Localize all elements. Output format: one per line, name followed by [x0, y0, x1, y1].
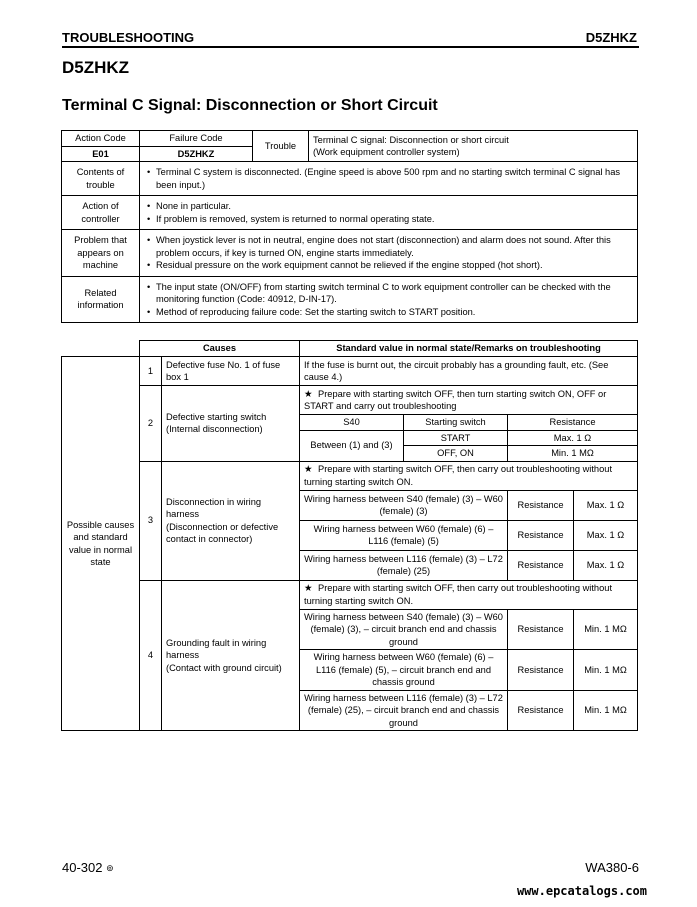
cause-description	[162, 461, 300, 580]
cause-description	[162, 386, 300, 462]
cause-description	[162, 580, 300, 731]
measurement-value: Min. 1 MΩ	[574, 650, 638, 691]
info-bullet: • Terminal C system is disconnected. (Engine speed is above 500 rpm and no starting switch terminal C signal has been input.)	[156, 166, 631, 191]
resistance-header: Resistance	[508, 415, 638, 431]
info-bullet: • When joystick lever is not in neutral, engine does not start (disconnection) and alarm does not sound. After this problem occurs, if key is turned ON, engine starts immediately.	[156, 234, 631, 259]
info-row-label: Related information	[62, 276, 140, 323]
harness-description: Wiring harness between L116 (female) (3) – L72 (female) (25)	[300, 550, 508, 580]
cause-3-note-row	[62, 461, 638, 490]
header-section-title: TROUBLESHOOTING	[62, 30, 195, 45]
switch-position: OFF, ON	[404, 446, 508, 462]
info-row-label: Action of controller	[62, 196, 140, 230]
star-icon: ★	[304, 464, 313, 474]
cause-description-line: Defective starting switch	[166, 411, 267, 422]
section-title: Terminal C Signal: Disconnection or Short Circuit	[62, 97, 438, 114]
harness-description: Wiring harness between S40 (female) (3) – W60 (female) (3), – circuit branch end and chassis ground	[300, 609, 508, 650]
info-bullet: • The input state (ON/OFF) from starting switch terminal C to work equipment controller can be checked with the monitoring function (Code: 40912, D-IN-17).	[156, 281, 631, 306]
troubleshooting-note	[300, 386, 638, 415]
model-name: WA380-6	[585, 860, 639, 875]
measurement-type: Resistance	[508, 550, 574, 580]
between-pins: Between (1) and (3)	[300, 430, 404, 461]
page-number	[62, 860, 114, 875]
measurement-value: Min. 1 MΩ	[574, 609, 638, 650]
cause-description-line: (Internal disconnection)	[166, 424, 263, 435]
cause-description-line: (Disconnection or defective contact in connector)	[166, 521, 279, 544]
causes-header-row	[62, 341, 638, 357]
harness-description: Wiring harness between W60 (female) (6) – L116 (female) (5), – circuit branch end and chassis ground	[300, 650, 508, 691]
cause-2-note-row	[62, 386, 638, 415]
measurement-type: Resistance	[508, 490, 574, 520]
trouble-text-line-1: Terminal C signal: Disconnection or short circuit	[313, 134, 509, 145]
measurement-type: Resistance	[508, 690, 574, 731]
info-header-row	[62, 131, 638, 147]
cause-number: 4	[140, 580, 162, 731]
troubleshooting-note	[300, 580, 638, 609]
cause-number: 3	[140, 461, 162, 580]
info-row-label: Problem that appears on machine	[62, 230, 140, 277]
measurement-value: Min. 1 MΩ	[574, 690, 638, 731]
info-bullet: • If problem is removed, system is returned to normal operating state.	[156, 213, 631, 226]
failure-code-value: D5ZHKZ	[140, 146, 253, 162]
measurement-value: Max. 1 Ω	[574, 490, 638, 520]
header-failure-code: D5ZHKZ	[585, 30, 637, 45]
trouble-description	[309, 131, 638, 162]
harness-description: Wiring harness between L116 (female) (3) – L72 (female) (25), – circuit branch end and chassis ground	[300, 690, 508, 731]
note-text: Prepare with starting switch OFF, then turn starting switch ON, OFF or START and carry out troubleshooting	[304, 388, 607, 411]
trouble-label: Trouble	[253, 131, 309, 162]
cause-number: 2	[140, 386, 162, 462]
measurement-type: Resistance	[508, 520, 574, 550]
resistance-value: Max. 1 Ω	[508, 430, 638, 446]
cause-description: Defective fuse No. 1 of fuse box 1	[162, 357, 300, 386]
cause-1-row	[62, 357, 638, 386]
action-code-label: Action Code	[62, 131, 140, 147]
info-bullet: • None in particular.	[156, 200, 631, 213]
failure-code-label: Failure Code	[140, 131, 253, 147]
standard-value-column-header: Standard value in normal state/Remarks on troubleshooting	[300, 341, 638, 357]
possible-causes-side-label: Possible causes and standard value in normal state	[62, 357, 140, 731]
failure-code-heading: D5ZHKZ	[62, 58, 130, 77]
info-bullet: • Method of reproducing failure code: Set the starting switch to START position.	[156, 306, 631, 319]
action-code-value: E01	[62, 146, 140, 162]
note-text: Prepare with starting switch OFF, then carry out troubleshooting without turning starting switch ON.	[304, 464, 613, 487]
info-row-problem	[62, 230, 638, 277]
star-icon: ★	[304, 388, 313, 399]
causes-table	[61, 340, 638, 731]
header-divider	[62, 46, 639, 48]
info-row-action	[62, 196, 638, 230]
page-number-text: 40-302	[62, 860, 103, 875]
cause-description-line: (Contact with ground circuit)	[166, 662, 282, 673]
info-bullet: • Residual pressure on the work equipment cannot be relieved if the engine stopped (hot short).	[156, 259, 631, 272]
harness-description: Wiring harness between S40 (female) (3) – W60 (female) (3)	[300, 490, 508, 520]
note-text: Prepare with starting switch OFF, then carry out troubleshooting without turning starting switch ON.	[304, 583, 613, 606]
measurement-value: Max. 1 Ω	[574, 520, 638, 550]
watermark-link[interactable]: www.epcatalogs.com	[516, 884, 647, 898]
resistance-value: Min. 1 MΩ	[508, 446, 638, 462]
cause-number: 1	[140, 357, 162, 386]
switch-position: START	[404, 430, 508, 446]
failure-info-table	[61, 130, 638, 323]
cause-remark: If the fuse is burnt out, the circuit probably has a grounding fault, etc. (See cause 4.)	[300, 357, 638, 386]
harness-description: Wiring harness between W60 (female) (6) – L116 (female) (5)	[300, 520, 508, 550]
trouble-text-line-2: (Work equipment controller system)	[313, 147, 460, 157]
starting-switch-header: Starting switch	[404, 415, 508, 431]
measurement-type: Resistance	[508, 609, 574, 650]
info-row-label: Contents of trouble	[62, 162, 140, 196]
measurement-value: Max. 1 Ω	[574, 550, 638, 580]
connector-header: S40	[300, 415, 404, 431]
cause-description-line: Grounding fault in wiring harness	[166, 637, 267, 660]
measurement-type: Resistance	[508, 650, 574, 691]
causes-column-header: Causes	[140, 341, 300, 357]
cause-description-line: Disconnection in wiring harness	[166, 496, 262, 519]
cause-4-note-row	[62, 580, 638, 609]
troubleshooting-note	[300, 461, 638, 490]
star-icon: ★	[304, 583, 313, 593]
copyright-icon: ⊚	[106, 863, 114, 873]
info-row-contents	[62, 162, 638, 196]
info-row-related	[62, 276, 638, 323]
